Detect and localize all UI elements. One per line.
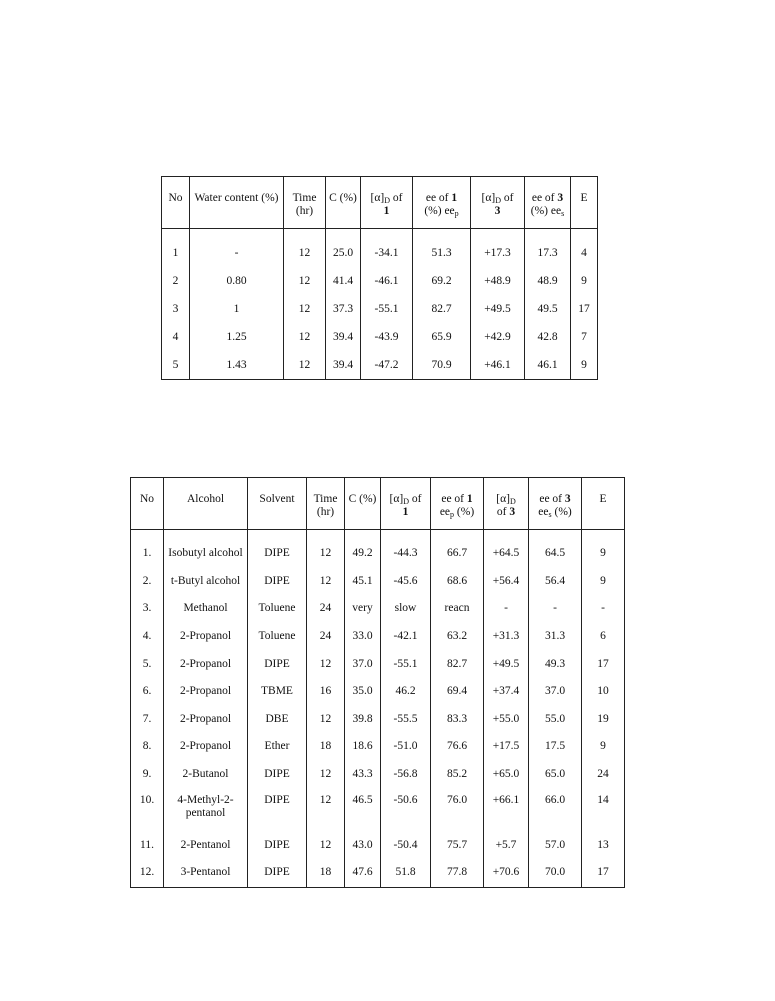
table-cell: 12	[307, 831, 345, 859]
table-cell: 5.	[131, 650, 164, 678]
table-cell: 2	[162, 267, 190, 295]
table-row	[131, 859, 625, 887]
table-cell: slow	[381, 595, 431, 623]
table-header-row	[131, 478, 625, 530]
table-cell: 33.0	[345, 623, 381, 651]
table-cell: -47.2	[361, 351, 413, 380]
table-cell: -	[190, 239, 284, 267]
table-cell: very	[345, 595, 381, 623]
table-cell: DIPE	[248, 540, 307, 568]
table-cell	[326, 229, 361, 240]
col-header-conversion: C (%)	[345, 478, 381, 530]
table-cell: 1	[190, 295, 284, 323]
table-row	[162, 267, 598, 295]
table-cell: 82.7	[431, 650, 484, 678]
table-cell: Toluene	[248, 623, 307, 651]
table-cell	[164, 530, 248, 541]
table-cell	[248, 530, 307, 541]
table-cell: 5	[162, 351, 190, 380]
table-cell: 24	[307, 623, 345, 651]
water-content-table	[161, 176, 598, 380]
table-cell: 12	[307, 568, 345, 596]
table-cell: 1.25	[190, 323, 284, 351]
table-cell: 12	[284, 295, 326, 323]
table-cell: TBME	[248, 678, 307, 706]
table-cell: 10	[582, 678, 625, 706]
table-cell: 2-Propanol	[164, 733, 248, 761]
table-cell: 2-Propanol	[164, 650, 248, 678]
table-cell: -43.9	[361, 323, 413, 351]
table-cell	[361, 229, 413, 240]
table-cell: 65.9	[413, 323, 471, 351]
table-cell: 19	[582, 706, 625, 734]
table-cell: DIPE	[248, 859, 307, 887]
table-cell: 48.9	[525, 267, 571, 295]
table-cell: 63.2	[431, 623, 484, 651]
table-cell: 2-Propanol	[164, 706, 248, 734]
table-cell: -34.1	[361, 239, 413, 267]
table-cell: reacn	[431, 595, 484, 623]
table-cell: 56.4	[529, 568, 582, 596]
table-cell: -51.0	[381, 733, 431, 761]
table-cell: 17	[582, 650, 625, 678]
table-cell: +49.5	[484, 650, 529, 678]
table-cell: 11.	[131, 831, 164, 859]
table-cell: 12	[307, 788, 345, 831]
table-row	[131, 568, 625, 596]
table-cell: 85.2	[431, 761, 484, 789]
table-cell: 13	[582, 831, 625, 859]
table-cell: 1	[162, 239, 190, 267]
table-cell: 17	[582, 859, 625, 887]
table-cell: 76.6	[431, 733, 484, 761]
table-cell: 39.4	[326, 351, 361, 380]
table-cell: 3.	[131, 595, 164, 623]
table-cell: 2-Pentanol	[164, 831, 248, 859]
col-header-rotation-1: $[\alpha]_D$ of 1	[381, 478, 431, 530]
table-cell: 9	[582, 733, 625, 761]
table-cell: 2-Propanol	[164, 678, 248, 706]
col-header-no: No	[162, 177, 190, 229]
table-cell: 18	[307, 733, 345, 761]
table-header-row	[162, 177, 598, 229]
header-spacer-row	[162, 229, 598, 240]
col-header-rotation-3: $[\alpha]_D$ of 3	[471, 177, 525, 229]
table-cell: 7.	[131, 706, 164, 734]
table-cell	[131, 530, 164, 541]
col-header-rotation-1: $[\alpha]_D$ of 1	[361, 177, 413, 229]
table-cell: 12.	[131, 859, 164, 887]
table-cell: 77.8	[431, 859, 484, 887]
table-cell: 14	[582, 788, 625, 831]
table-cell: 69.4	[431, 678, 484, 706]
table-cell: 8.	[131, 733, 164, 761]
table-row	[131, 733, 625, 761]
table-cell: 37.0	[529, 678, 582, 706]
table-cell: 12	[307, 706, 345, 734]
table-cell: DIPE	[248, 788, 307, 831]
table-row	[131, 761, 625, 789]
table-cell: 70.9	[413, 351, 471, 380]
table-row	[162, 239, 598, 267]
col-header-no: No	[131, 478, 164, 530]
col-header-solvent: Solvent	[248, 478, 307, 530]
table-cell: 17	[571, 295, 598, 323]
table-cell	[431, 530, 484, 541]
table-cell: 24	[582, 761, 625, 789]
table-cell: -55.5	[381, 706, 431, 734]
table-cell: 66.7	[431, 540, 484, 568]
table-cell: 46.2	[381, 678, 431, 706]
table-cell: +42.9	[471, 323, 525, 351]
col-header-ee-3: ee of 3 (%) $ee_s$	[525, 177, 571, 229]
table-cell: 43.0	[345, 831, 381, 859]
table-row	[162, 351, 598, 380]
table-cell: 49.5	[525, 295, 571, 323]
table-cell: 18.6	[345, 733, 381, 761]
table-cell: 0.80	[190, 267, 284, 295]
table-cell: -50.6	[381, 788, 431, 831]
table-cell: 76.0	[431, 788, 484, 831]
table-cell: 46.1	[525, 351, 571, 380]
table-cell: 51.8	[381, 859, 431, 887]
table-row	[131, 623, 625, 651]
alcohol-solvent-table	[130, 477, 625, 888]
table-cell	[381, 530, 431, 541]
table-cell: 7	[571, 323, 598, 351]
table-cell: +55.0	[484, 706, 529, 734]
table-cell: +17.3	[471, 239, 525, 267]
table-cell: 70.0	[529, 859, 582, 887]
table-cell: 49.3	[529, 650, 582, 678]
col-header-ee-1: ee of 1 (%) $ee_p$	[413, 177, 471, 229]
col-header-time: Time (hr)	[284, 177, 326, 229]
table-cell: 2-Propanol	[164, 623, 248, 651]
col-header-alcohol: Alcohol	[164, 478, 248, 530]
table-cell: -55.1	[361, 295, 413, 323]
table-cell: 12	[307, 761, 345, 789]
table-row	[131, 650, 625, 678]
table-cell: 12	[284, 323, 326, 351]
col-header-ee-1: ee of 1 $ee_p$ (%)	[431, 478, 484, 530]
table-cell: 57.0	[529, 831, 582, 859]
table-cell: +46.1	[471, 351, 525, 380]
table-cell: -	[484, 595, 529, 623]
table-cell: +65.0	[484, 761, 529, 789]
table-row	[131, 540, 625, 568]
table-cell: 18	[307, 859, 345, 887]
col-header-e: E	[582, 478, 625, 530]
table-cell: 9	[571, 267, 598, 295]
table-cell	[345, 530, 381, 541]
table-cell: t-Butyl alcohol	[164, 568, 248, 596]
col-header-e: E	[571, 177, 598, 229]
table-cell: DIPE	[248, 761, 307, 789]
table-cell: 12	[284, 239, 326, 267]
table-cell: -55.1	[381, 650, 431, 678]
table-cell: 9	[582, 540, 625, 568]
table-cell: 3	[162, 295, 190, 323]
table-cell	[529, 530, 582, 541]
table-cell: 37.3	[326, 295, 361, 323]
table-cell: 64.5	[529, 540, 582, 568]
table-cell: +49.5	[471, 295, 525, 323]
table-row	[131, 678, 625, 706]
table-cell: -56.8	[381, 761, 431, 789]
table-cell: 69.2	[413, 267, 471, 295]
table-cell: 4-Methyl-2-pentanol	[164, 788, 248, 831]
table-cell	[162, 229, 190, 240]
table-cell	[525, 229, 571, 240]
table-cell: 12	[307, 540, 345, 568]
table-cell: 55.0	[529, 706, 582, 734]
table-row	[131, 706, 625, 734]
table-cell: 16	[307, 678, 345, 706]
table-cell	[413, 229, 471, 240]
table-cell: 51.3	[413, 239, 471, 267]
table-cell: 17.3	[525, 239, 571, 267]
table-cell: -50.4	[381, 831, 431, 859]
table-cell: -44.3	[381, 540, 431, 568]
table-cell: 4	[162, 323, 190, 351]
table-cell	[284, 229, 326, 240]
table-cell: 2.	[131, 568, 164, 596]
table-cell: 3-Pentanol	[164, 859, 248, 887]
table-cell: Ether	[248, 733, 307, 761]
table-cell: 12	[284, 351, 326, 380]
table-cell: +66.1	[484, 788, 529, 831]
table-cell: +5.7	[484, 831, 529, 859]
table-cell: 49.2	[345, 540, 381, 568]
table-cell: 82.7	[413, 295, 471, 323]
col-header-ee-3: ee of 3 $ee_s$ (%)	[529, 478, 582, 530]
table-cell: 42.8	[525, 323, 571, 351]
table-cell: 4.	[131, 623, 164, 651]
table-cell: 68.6	[431, 568, 484, 596]
table-row	[162, 323, 598, 351]
table-cell: 45.1	[345, 568, 381, 596]
table-cell: 35.0	[345, 678, 381, 706]
table-cell: 12	[307, 650, 345, 678]
table-cell: 1.	[131, 540, 164, 568]
table-cell: 25.0	[326, 239, 361, 267]
table-cell	[484, 530, 529, 541]
table-cell	[582, 530, 625, 541]
table-cell: Toluene	[248, 595, 307, 623]
table-cell: +37.4	[484, 678, 529, 706]
table-cell	[571, 229, 598, 240]
table-cell: DIPE	[248, 568, 307, 596]
table-cell: 9	[571, 351, 598, 380]
header-spacer-row	[131, 530, 625, 541]
table-cell: Methanol	[164, 595, 248, 623]
table-cell	[307, 530, 345, 541]
table-cell: 43.3	[345, 761, 381, 789]
table-cell: 6.	[131, 678, 164, 706]
table-cell: 66.0	[529, 788, 582, 831]
col-header-rotation-3: $[\alpha]_D$ of 3	[484, 478, 529, 530]
table-cell: 9	[582, 568, 625, 596]
col-header-water-content: Water content (%)	[190, 177, 284, 229]
table-cell: 2-Butanol	[164, 761, 248, 789]
table-cell: 47.6	[345, 859, 381, 887]
table-cell: -45.6	[381, 568, 431, 596]
table-cell	[190, 229, 284, 240]
table-cell: 39.4	[326, 323, 361, 351]
table-cell: 10.	[131, 788, 164, 831]
table-cell: 4	[571, 239, 598, 267]
table-row	[131, 831, 625, 859]
table-cell: +56.4	[484, 568, 529, 596]
table-row	[131, 788, 625, 831]
table-cell: +31.3	[484, 623, 529, 651]
table-cell: 39.8	[345, 706, 381, 734]
table-cell: -	[529, 595, 582, 623]
table-cell: 65.0	[529, 761, 582, 789]
table-row	[162, 295, 598, 323]
table-cell: DBE	[248, 706, 307, 734]
table-cell: DIPE	[248, 650, 307, 678]
table-cell: 37.0	[345, 650, 381, 678]
table-cell: 6	[582, 623, 625, 651]
table-row	[131, 595, 625, 623]
table-cell: 1.43	[190, 351, 284, 380]
table-cell: 9.	[131, 761, 164, 789]
table-cell: +17.5	[484, 733, 529, 761]
table-cell: Isobutyl alcohol	[164, 540, 248, 568]
table-cell: 75.7	[431, 831, 484, 859]
col-header-time: Time (hr)	[307, 478, 345, 530]
table-cell: -	[582, 595, 625, 623]
table-cell: 12	[284, 267, 326, 295]
table-cell: +70.6	[484, 859, 529, 887]
table-cell	[471, 229, 525, 240]
table-cell: 41.4	[326, 267, 361, 295]
table-cell: 46.5	[345, 788, 381, 831]
table-cell: -42.1	[381, 623, 431, 651]
table-cell: 31.3	[529, 623, 582, 651]
table-cell: -46.1	[361, 267, 413, 295]
table-cell: 83.3	[431, 706, 484, 734]
table-cell: 24	[307, 595, 345, 623]
col-header-conversion: C (%)	[326, 177, 361, 229]
table-cell: +64.5	[484, 540, 529, 568]
table-cell: 17.5	[529, 733, 582, 761]
table-cell: DIPE	[248, 831, 307, 859]
table-cell: +48.9	[471, 267, 525, 295]
